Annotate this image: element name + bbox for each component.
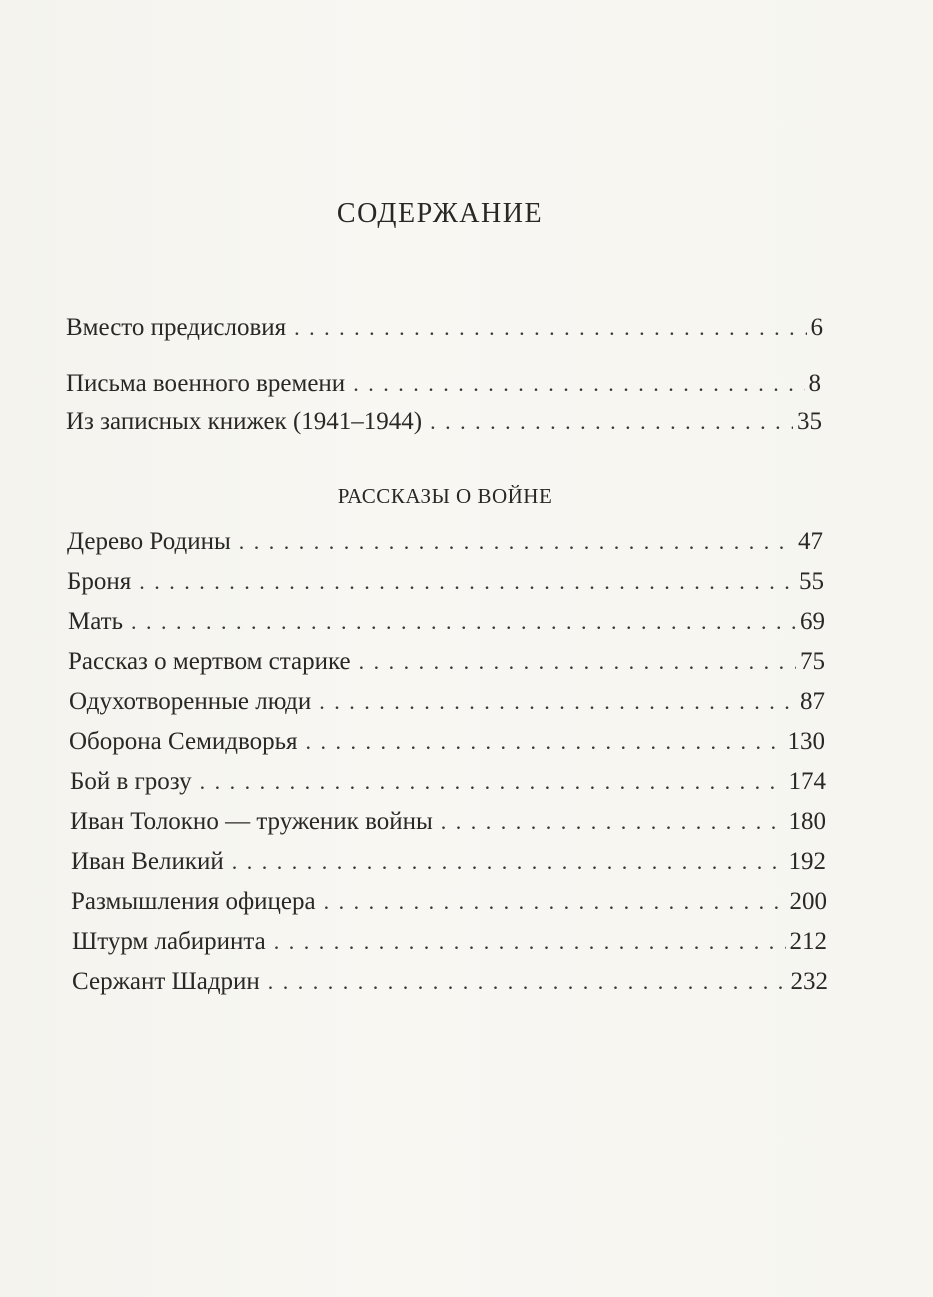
toc-entry-title: Дерево Родины [67, 528, 231, 555]
toc-entry-page: 55 [799, 568, 824, 595]
toc-entry [67, 526, 823, 558]
toc-entry-title: Размышления офицера [71, 888, 316, 915]
toc-leader-dots [200, 766, 785, 798]
toc-entry-title: Сержант Шадрин [72, 968, 260, 995]
toc-entry-page: 75 [800, 648, 825, 675]
toc-leader-dots [268, 966, 787, 998]
toc-leader-dots [131, 606, 796, 638]
toc-entry [71, 846, 826, 878]
toc-leader-dots [294, 312, 806, 344]
toc-entry-title: Вместо предисловия [66, 314, 287, 341]
toc-entry-title: Одухотворенные люди [69, 688, 312, 715]
toc-entry [66, 312, 823, 344]
toc-entry-title: Рассказ о мертвом старике [68, 648, 351, 675]
toc-leader-dots [430, 406, 793, 438]
toc-entry [67, 566, 824, 598]
toc-leader-dots [324, 886, 786, 918]
toc-leader-dots [306, 726, 784, 758]
toc-entry [70, 806, 826, 838]
toc-entry-title: Из записных книжек (1941–1944) [66, 408, 423, 435]
toc-entry [70, 766, 826, 798]
toc-entry-title: Броня [67, 568, 132, 595]
toc-leader-dots [274, 926, 786, 958]
toc-leader-dots [139, 566, 795, 598]
toc-entry [69, 686, 825, 718]
section-heading: РАССКАЗЫ О ВОЙНЕ [337, 484, 553, 508]
toc-entry [69, 726, 825, 758]
toc-leader-dots [239, 526, 794, 558]
toc-entry-page: 232 [790, 968, 828, 995]
toc-leader-dots [359, 646, 796, 678]
toc-entry-title: Письма военного времени [66, 370, 346, 397]
toc-entry-page: 6 [810, 314, 823, 341]
toc-leader-dots [232, 846, 785, 878]
page-title: СОДЕРЖАНИЕ [336, 198, 544, 229]
toc-entry-page: 192 [788, 848, 826, 875]
toc-entry-page: 180 [788, 808, 826, 835]
toc-leader-dots [319, 686, 796, 718]
toc-entry-title: Штурм лабиринта [72, 928, 266, 955]
toc-entry [66, 368, 821, 400]
toc-entry-page: 200 [789, 888, 827, 915]
toc-entry-title: Оборона Семидворья [69, 728, 298, 755]
toc-entry-page: 87 [800, 688, 825, 715]
toc-entry [68, 606, 825, 638]
toc-entry-page: 69 [800, 608, 825, 635]
toc-entry-page: 212 [789, 928, 827, 955]
toc-entry [66, 406, 822, 438]
toc-entry-page: 47 [798, 528, 823, 555]
toc-entry-page: 174 [788, 768, 826, 795]
toc-entry-title: Иван Толокно — труженик войны [70, 808, 433, 835]
toc-leader-dots [353, 368, 804, 400]
toc-entry-page: 130 [787, 728, 825, 755]
toc-entry-title: Бой в грозу [70, 768, 192, 795]
toc-entry [72, 926, 827, 958]
toc-entry [71, 886, 827, 918]
toc-entry-title: Мать [68, 608, 124, 635]
toc-entry [72, 966, 828, 998]
toc-entry-page: 35 [797, 408, 822, 435]
toc-entry-page: 8 [808, 370, 821, 397]
toc-entry [68, 646, 825, 678]
toc-entry-title: Иван Великий [71, 848, 224, 875]
toc-leader-dots [441, 806, 785, 838]
